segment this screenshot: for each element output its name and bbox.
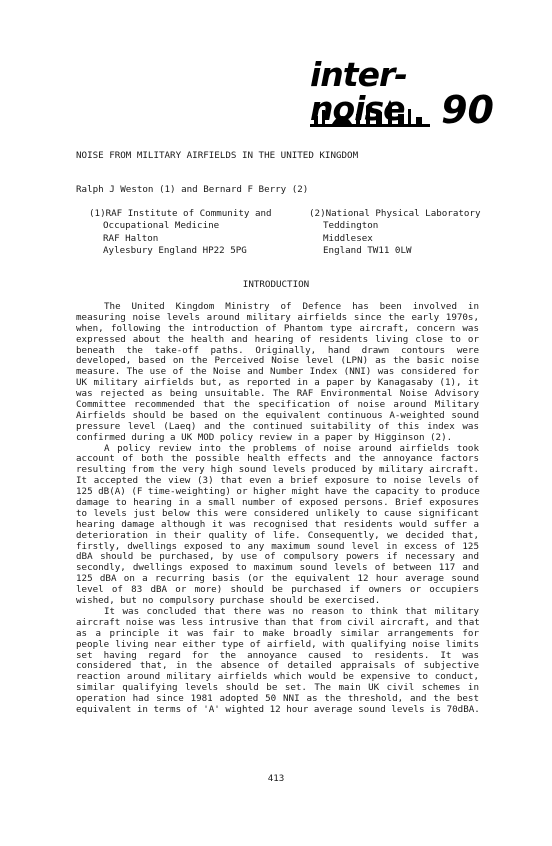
body-line: firstly, dwellings exposed to any maximum sound level in excess of 125 [76, 540, 479, 552]
body-line: set having regard for the annoyance caused to residents. It was [76, 649, 479, 661]
affiliation-line: Middlesex [323, 232, 373, 244]
inter-noise-90-logo [310, 55, 496, 136]
affiliation-line: England TW11 0LW [323, 244, 412, 256]
affiliation-line: (1)RAF Institute of Community and [89, 208, 272, 219]
body-line: operation had since 1981 adopted 50 NNI as the threshold, and the best [76, 693, 479, 705]
body-line: similar qualifying levels should be set. The main UK civil schemes in [76, 682, 479, 694]
body-line: beneath the take-off paths. Originally, hand drawn contours were [76, 344, 479, 356]
body-line: Airfields should be based on the equivalent continuous A-weighted sound [76, 409, 479, 421]
body-line: developed, based on the Perceived Noise level (LPN) as the basic noise [76, 355, 479, 367]
affiliation-line: RAF Halton [103, 232, 159, 244]
body-line: level of 83 dBA or more) should be purchased if owners or occupiers [76, 584, 479, 596]
page-number: 413 [267, 773, 285, 784]
affiliation-line: Occupational Medicine [103, 220, 220, 232]
body-line: people living near either type of airfield, with qualifying noise limits [76, 638, 479, 650]
body-line: A policy review into the problems of noise around airfields took [104, 442, 479, 454]
affiliation-line: Aylesbury England HP22 5PG [103, 244, 247, 256]
affiliation-line: Teddington [323, 220, 379, 232]
body-line: reaction around military airfields which would be expensive to conduct, [76, 671, 479, 683]
body-line: pressure level (Laeq) and the continued suitability of this index was [76, 420, 479, 432]
body-text [76, 302, 479, 716]
body-line: considered that, in the absence of detailed appraisals of subjective [76, 660, 479, 672]
body-line: UK military airfields but, as reported in a paper by Kanagasaby (1), it [76, 377, 479, 389]
body-line: secondly, dwellings exposed to maximum sound levels of between 117 and [76, 562, 479, 574]
body-line: equivalent in terms of 'A' wighted 12 hour average sound levels is 70dBA. [76, 703, 480, 715]
section-heading: INTRODUCTION [242, 279, 310, 290]
body-line: when, following the introduction of Phantom type aircraft, concern was [76, 322, 479, 334]
body-line: deterioration in their quality of life. Consequently, we decided that, [76, 529, 479, 541]
body-line: The United Kingdom Ministry of Defence has been involved in [104, 301, 479, 312]
paper-title: NOISE FROM MILITARY AIRFIELDS IN THE UNITED KINGDOM [76, 150, 359, 161]
body-line: account of both the possible health effects and the annoyance factors [76, 453, 479, 465]
body-line: to levels just below this were considered unlikely to cause significant [76, 507, 479, 519]
body-line: dBA should be purchased, by use of compulsory powers if necessary and [76, 551, 479, 563]
body-line: measuring noise levels around military airfields since the early 1970s, [76, 311, 479, 323]
affiliation-line: (2)National Physical Laboratory [309, 208, 481, 219]
body-line: damage to hearing in a small number of exposed persons. Brief exposures [76, 497, 479, 509]
body-line: Committee recommended that the specification of noise around Military [76, 399, 479, 411]
body-line: 125 dBA on a recurring basis (or the equivalent 12 hour average sound [76, 573, 479, 585]
body-line: wished, but no compulsory purchase should be exercised. [76, 595, 381, 607]
body-line: hearing damage although it was recognised that residents would suffer a [76, 518, 479, 530]
body-line: confirmed during a UK MOD policy review in a paper by Higginson (2). [76, 431, 453, 443]
body-line: was rejected as being unsuitable. The RAF Environmental Noise Advisory [76, 388, 479, 400]
body-line: as a principle it was fair to make broadly similar arrangements for [76, 627, 479, 639]
logo-word: inter-noise [310, 55, 407, 128]
paper-authors: Ralph J Weston (1) and Bernard F Berry (2) [76, 184, 309, 195]
body-line: It was concluded that there was no reason to think that military [104, 605, 479, 617]
body-line: 125 dB(A) (F time-weighting) or higher might have the capacity to produce [76, 486, 480, 498]
affiliation-1 [89, 208, 272, 257]
body-line: expressed about the health and hearing of residents living close to or [76, 333, 479, 345]
body-line: measure. The use of the Noise and Number Index (NNI) was considered for [76, 366, 479, 378]
body-line: It accepted the view (3) that even a brief exposure to noise levels of [76, 475, 479, 487]
affiliation-2 [309, 208, 480, 257]
body-line: resulting from the very high sound levels produced by military aircraft. [76, 464, 479, 476]
logo-year: 90 [441, 88, 494, 132]
body-line: aircraft noise was less intrusive than that from civil aircraft, and that [76, 616, 480, 628]
